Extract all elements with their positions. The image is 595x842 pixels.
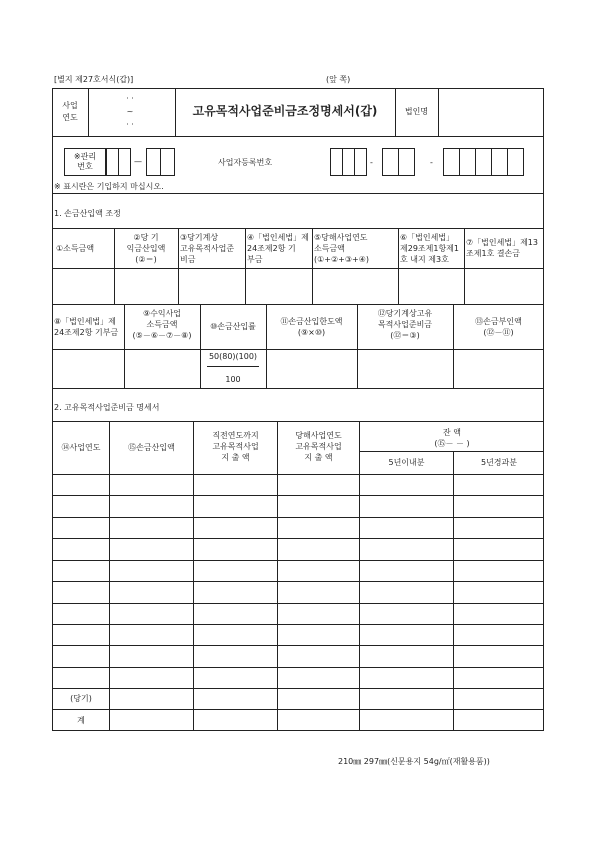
h-within-5-years: 5년이내분 bbox=[388, 458, 425, 467]
h-income: ①소득금액 bbox=[56, 244, 95, 253]
h-prior-spent: 직전연도까지 고유목적사업 지 출 액 bbox=[212, 431, 259, 462]
form-note: ※ 표시란은 기입하지 마십시오. bbox=[54, 182, 164, 191]
mgmt-dash: — bbox=[134, 157, 142, 166]
h-donation: ④「법인세법」제 24조제2항 기 부금 bbox=[247, 233, 309, 264]
section2-heading: 2. 고유목적사업준비금 명세서 bbox=[54, 403, 160, 412]
corp-name-label: 법인명 bbox=[404, 107, 429, 116]
h-business-year: ⑭사업연도 bbox=[61, 443, 101, 452]
brn-dash: - bbox=[430, 158, 433, 167]
row-total: 계 bbox=[77, 716, 85, 725]
h-year-income: ⑤당해사업연도 소득금액 (①+②+③+④) bbox=[314, 233, 370, 264]
brn-digit-box[interactable] bbox=[398, 148, 415, 176]
h-deduction-rate: ⑩손금산입률 bbox=[210, 322, 256, 331]
row-current-year: (당기) bbox=[70, 694, 92, 703]
table-row-line bbox=[52, 688, 544, 689]
brn-digit-box[interactable] bbox=[443, 148, 460, 176]
section1-heading: 1. 손금산입액 조정 bbox=[54, 209, 121, 218]
form-reference: [별지 제27호서식(갑)] bbox=[54, 75, 134, 84]
corp-name-field[interactable] bbox=[439, 89, 543, 135]
brn-digit-box[interactable] bbox=[354, 148, 367, 176]
table-row-line bbox=[52, 495, 544, 496]
mgmt-digit-box[interactable] bbox=[118, 148, 131, 176]
brn-digit-box[interactable] bbox=[475, 148, 492, 176]
h-disallowed: ⑬손금부인액 (⑫－⑪) bbox=[475, 317, 522, 337]
mgmt-digit-box[interactable] bbox=[146, 148, 161, 176]
rate-fraction-bar bbox=[207, 366, 259, 367]
h-article29: ⑥「법인세법」 제29조제1항제1 호 내지 제3호 bbox=[400, 233, 459, 264]
table-row-line bbox=[52, 603, 544, 604]
h-current-spent: 당해사업연도 고유목적사업 지 출 액 bbox=[295, 431, 342, 462]
h-balance: 잔 액 (⑮－ － ) bbox=[434, 428, 470, 448]
mgmt-number-label: ※관리 번호 bbox=[73, 152, 97, 171]
table-row-line bbox=[52, 624, 544, 625]
brn-digit-box[interactable] bbox=[491, 148, 508, 176]
brn-dash: - bbox=[370, 158, 373, 167]
table-row-line bbox=[52, 667, 544, 668]
brn-digit-box[interactable] bbox=[382, 148, 399, 176]
h-deduction-limit: ⑪손금산입한도액 (⑨×⑩) bbox=[280, 317, 343, 337]
year-tilde: ~ bbox=[126, 107, 134, 116]
h-loss: ⑦「법인세법」제13 조제1호 결손금 bbox=[466, 238, 538, 258]
paper-spec: 210㎜ 297㎜(신문용지 54g/㎡(재활용품)) bbox=[338, 757, 490, 766]
mgmt-digit-box[interactable] bbox=[160, 148, 175, 176]
rate-numerator: 50(80)(100) bbox=[208, 352, 258, 361]
page-side-label: (앞 쪽) bbox=[326, 75, 351, 84]
table-row-line bbox=[52, 560, 544, 561]
table-row-line bbox=[52, 709, 544, 710]
brn-digit-box[interactable] bbox=[459, 148, 476, 176]
h-deducted-amount: ⑮손금산입액 bbox=[128, 443, 175, 452]
h-current-reserve-12: ⑫당기계상고유 목적사업준비금 (⑫＝③) bbox=[377, 309, 433, 340]
form-title: 고유목적사업준비금조정명세서(갑) bbox=[192, 104, 378, 118]
table-row-line bbox=[52, 581, 544, 582]
table-row-line bbox=[52, 517, 544, 518]
h-business-income: ⑨수익사업 소득금액 (⑤－⑥－⑦－⑧) bbox=[132, 309, 192, 340]
brn-digit-box[interactable] bbox=[507, 148, 524, 176]
rate-denominator: 100 bbox=[225, 375, 241, 384]
business-year-label: 사업 연도 bbox=[62, 101, 78, 122]
year-mark-top: · · bbox=[126, 94, 134, 103]
brn-label: 사업자등록번호 bbox=[218, 158, 273, 167]
year-mark-bottom: · · bbox=[126, 120, 134, 129]
h-current-reserve: ③당기계상 고유목적사업준 비금 bbox=[180, 233, 235, 264]
h-donation-24: ⑧「법인세법」제 24조제2항 기부금 bbox=[54, 317, 119, 337]
table-row-line bbox=[52, 538, 544, 539]
table-row-line bbox=[52, 645, 544, 646]
h-over-5-years: 5년경과분 bbox=[480, 458, 517, 467]
h-taxable-addition: ②당 기 익금산입액 (②＝) bbox=[126, 233, 166, 264]
